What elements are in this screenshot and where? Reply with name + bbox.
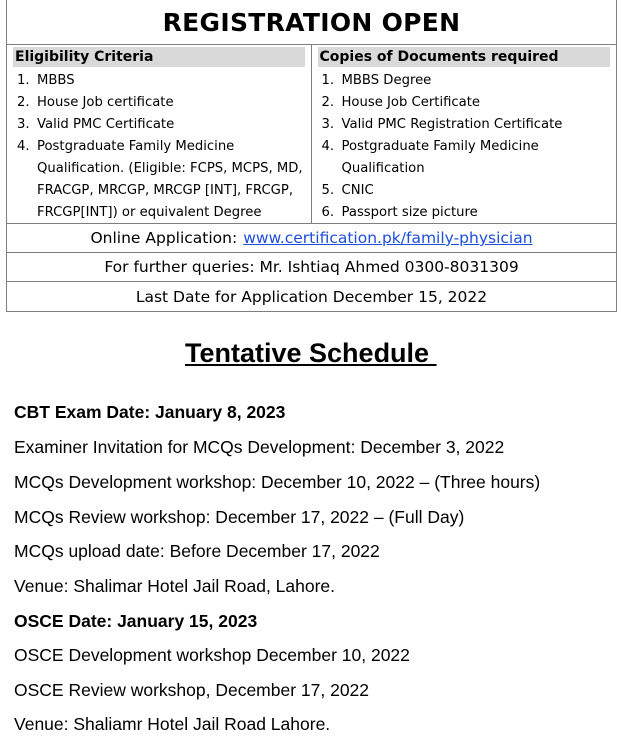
list-item-text: Valid PMC Registration Certificate	[341, 117, 563, 132]
online-application-row	[7, 224, 616, 253]
list-item	[318, 70, 611, 92]
last-date-row	[7, 282, 616, 311]
list-item-number: 4.	[321, 139, 335, 154]
list-item-text: CNIC	[341, 183, 374, 198]
list-item-text: House Job Certificate	[341, 95, 481, 110]
last-date-text: Last Date for Application December 15, 2022	[135, 287, 488, 306]
schedule-line: CBT Exam Date: January 8, 2023	[14, 402, 286, 422]
schedule-line: OSCE Date: January 15, 2023	[14, 611, 258, 631]
eligibility-list	[13, 70, 305, 224]
documents-heading: Copies of Documents required	[318, 47, 611, 67]
list-item	[13, 136, 305, 224]
registration-header	[7, 0, 616, 45]
eligibility-heading: Eligibility Criteria	[13, 47, 305, 67]
list-item-number: 3.	[17, 117, 30, 132]
list-item-number: 6.	[321, 205, 335, 220]
documents-column	[312, 45, 617, 223]
list-item	[318, 114, 611, 136]
schedule-line: Venue: Shaliamr Hotel Jail Road Lahore.	[14, 714, 331, 734]
list-item	[318, 180, 611, 202]
list-item-text: MBBS	[37, 73, 75, 88]
list-item	[13, 92, 305, 114]
schedule-line: MCQs upload date: Before December 17, 2022	[14, 541, 380, 561]
requirements-section	[7, 45, 616, 224]
queries-row	[7, 253, 616, 282]
list-item-number: 2.	[17, 95, 30, 110]
list-item-number: 3.	[321, 117, 335, 132]
list-item	[318, 202, 611, 224]
schedule-line: MCQs Development workshop: December 10, 2022 – (Three hours)	[14, 472, 541, 492]
schedule-line: MCQs Review workshop: December 17, 2022 – (Full Day)	[14, 507, 465, 527]
list-item-text: Passport size picture	[341, 205, 478, 220]
list-item	[13, 70, 305, 92]
queries-text: For further queries: Mr. Ishtiaq Ahmed 0300-8031309	[104, 258, 519, 276]
list-item-text: Valid PMC Certificate	[37, 117, 175, 132]
online-application-label: Online Application:	[90, 229, 238, 247]
list-item-number: 5.	[321, 183, 335, 198]
schedule-line: OSCE Development workshop December 10, 2022	[14, 645, 410, 665]
schedule-line: Venue: Shalimar Hotel Jail Road, Lahore.	[14, 576, 336, 596]
schedule-title: Tentative Schedule	[185, 338, 437, 368]
registration-table	[6, 0, 617, 312]
list-item-number: 1.	[17, 73, 30, 88]
list-item-text: Postgraduate Family Medicine Qualification. (Eligible: FCPS, MCPS, MD, FRACGP, MRCGP, MRCGP [INT], FRCGP, FRCGP[INT]) or equivalent Degree	[37, 139, 303, 220]
schedule-line: Examiner Invitation for MCQs Development: December 3, 2022	[14, 437, 505, 457]
list-item-text: Postgraduate Family Medicine Qualification	[341, 139, 539, 176]
list-item-text: House Job certificate	[37, 95, 174, 110]
list-item-text: MBBS Degree	[341, 73, 432, 88]
documents-list	[318, 70, 611, 224]
list-item-number: 4.	[17, 139, 30, 154]
registration-title: REGISTRATION OPEN	[162, 7, 461, 37]
list-item	[13, 114, 305, 136]
eligibility-column	[7, 45, 312, 223]
schedule-line: OSCE Review workshop, December 17, 2022	[14, 680, 370, 700]
online-application-link[interactable]: www.certification.pk/family-physician	[243, 229, 533, 247]
list-item-number: 2.	[321, 95, 335, 110]
list-item	[318, 92, 611, 114]
list-item	[318, 136, 611, 180]
list-item-number: 1.	[321, 73, 335, 88]
